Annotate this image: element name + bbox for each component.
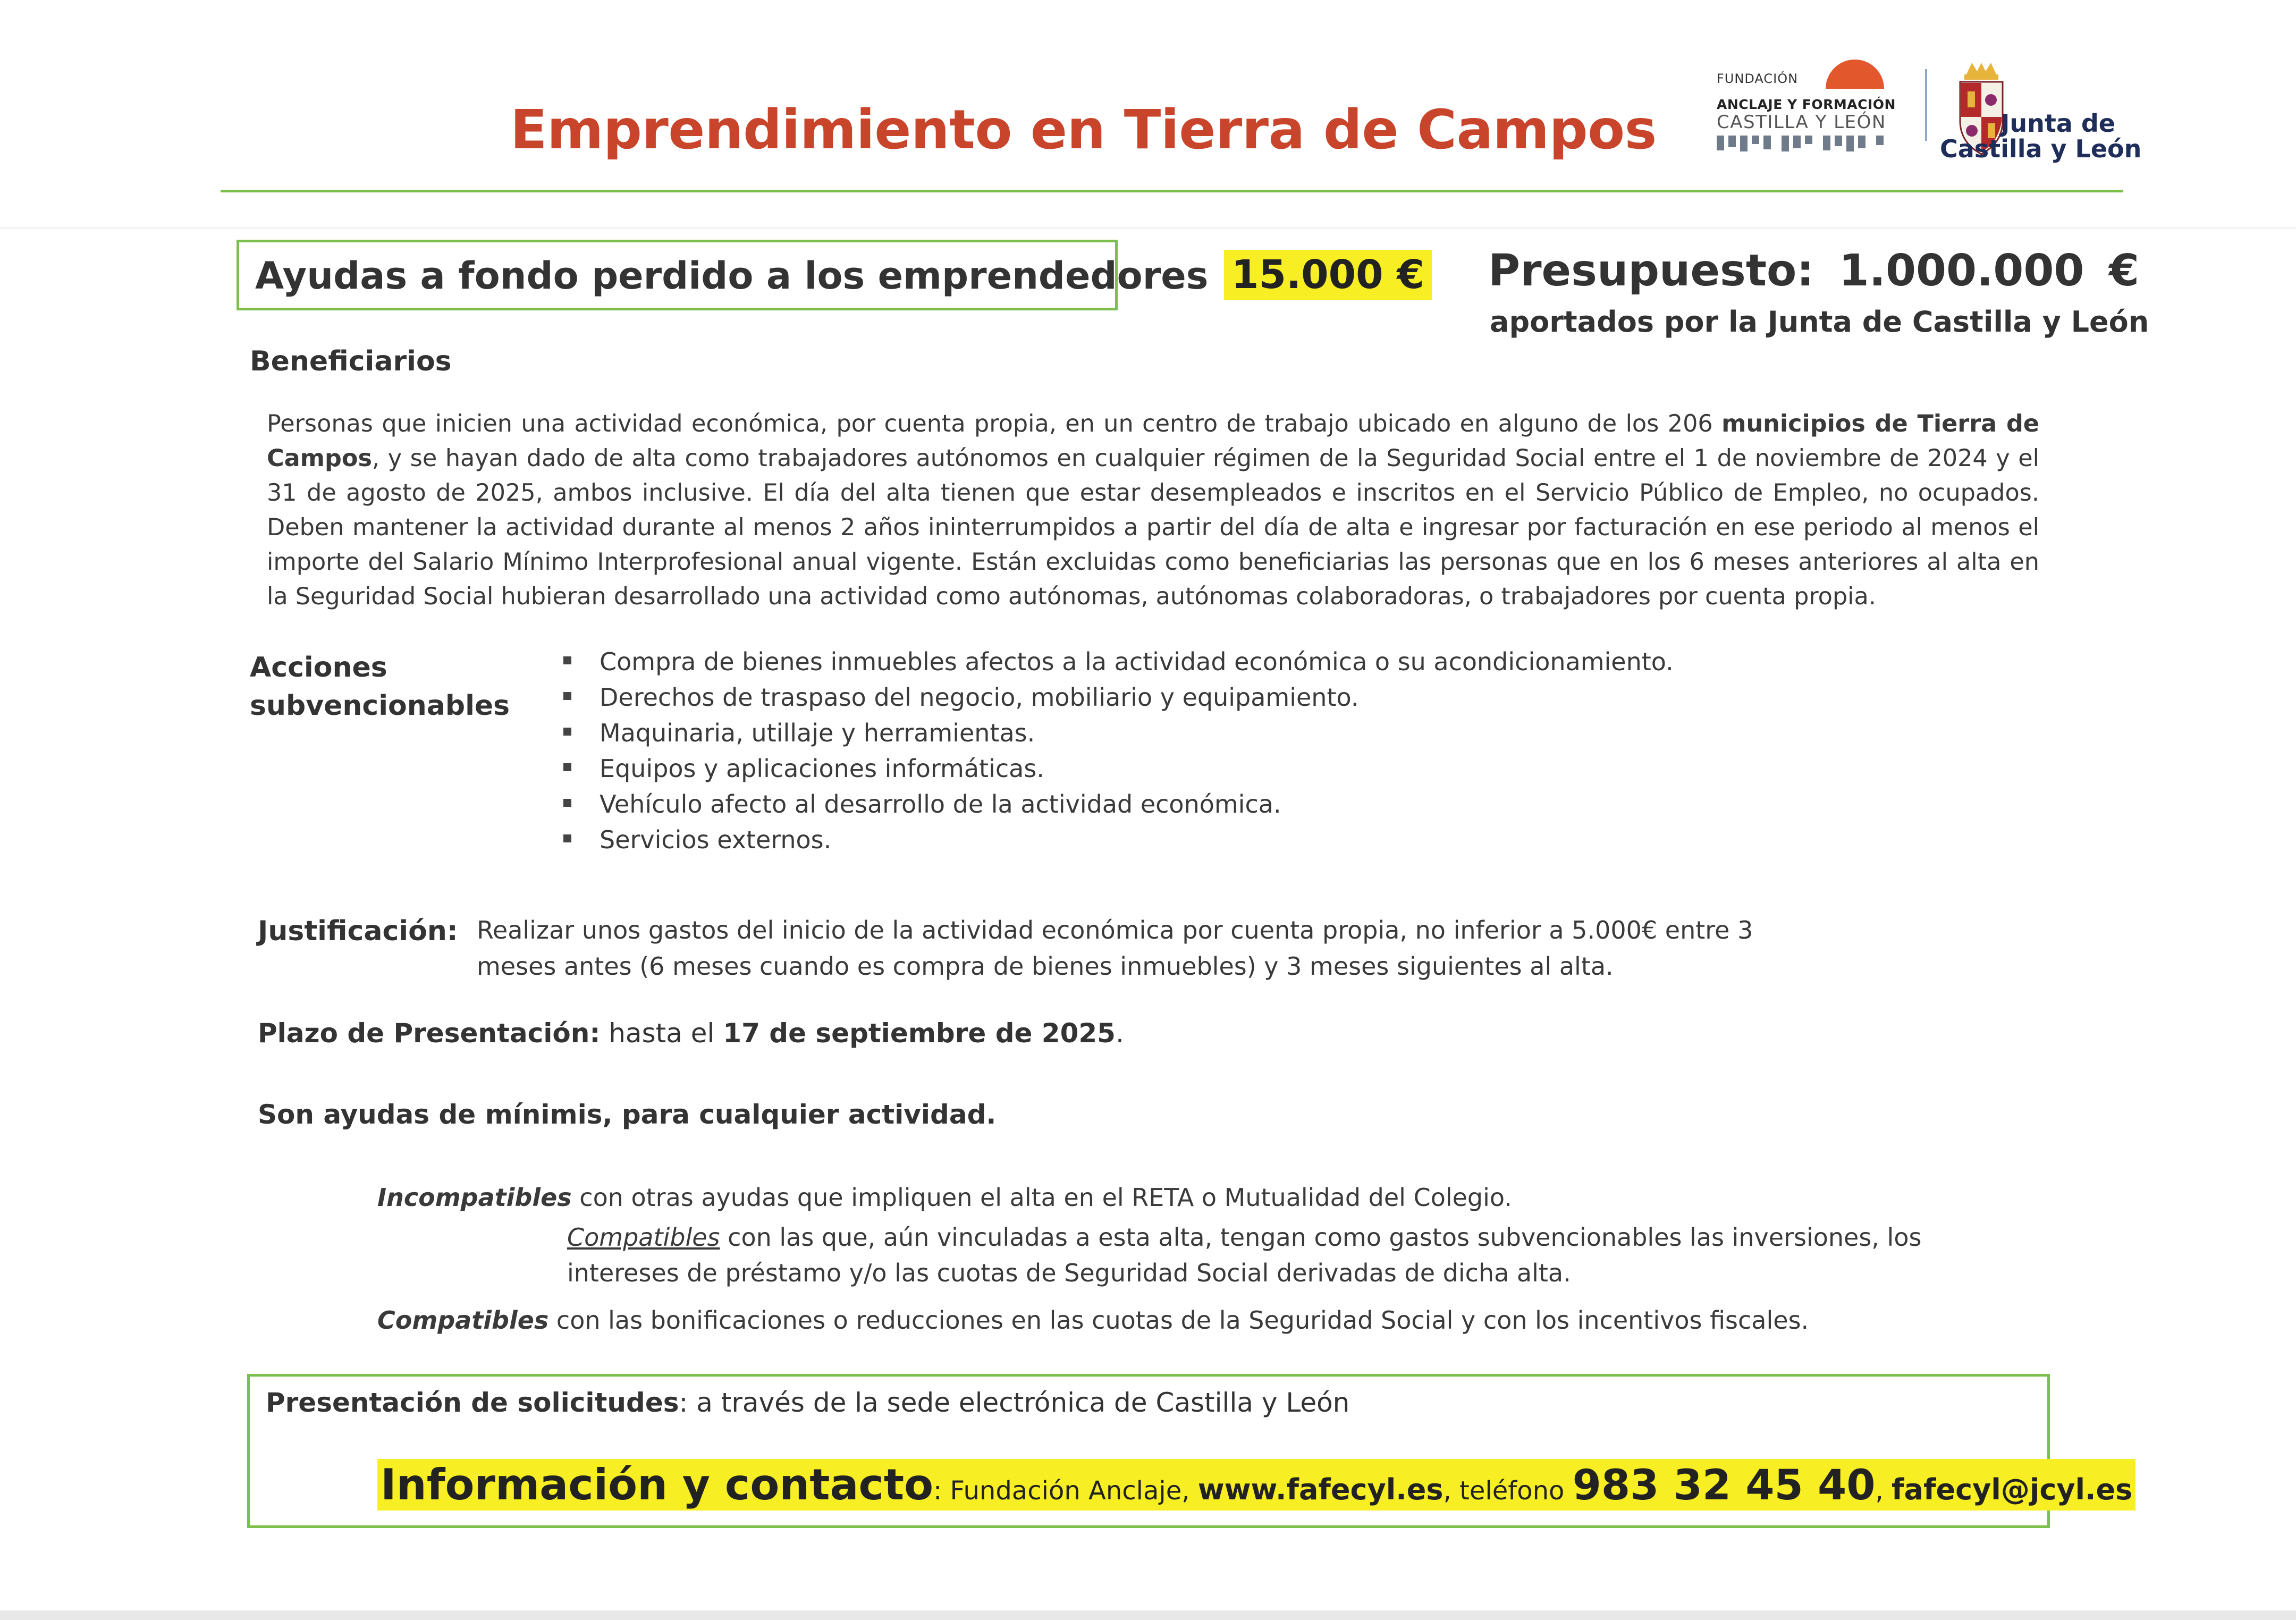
- presupuesto: [1488, 246, 2139, 296]
- junta-logo-line2: Castilla y León: [1940, 134, 2142, 164]
- plazo-end: .: [1115, 1018, 1124, 1049]
- contacto-tel-label: , teléfono: [1443, 1476, 1573, 1506]
- acciones-label-2: subvencionables: [250, 690, 510, 722]
- minimis-line: Son ayudas de mínimis, para cualquier actividad.: [258, 1099, 997, 1130]
- incompatibles-line: [377, 1180, 1512, 1216]
- ayuda-amount: 15.000 €: [1224, 250, 1432, 300]
- scan-bottom-edge: [0, 1610, 2296, 1620]
- justificacion-text: Realizar unos gastos del inicio de la actividad económica por cuenta propia, no inferior a 5.000€ entre 3 meses antes (6 meses cuando es compra de bienes inmuebles) y 3 meses siguientes al alta.: [477, 916, 1753, 981]
- beneficiarios-text-1: Personas que inicien una actividad económica, por cuenta propia, en un centro de trabajo ubicado en alguno de los 206: [267, 410, 1722, 437]
- beneficiarios-label: Beneficiarios: [250, 345, 452, 377]
- header-divider: [221, 190, 2123, 192]
- junta-logo-line1: Junta de: [2000, 109, 2115, 138]
- compatibles-text-2: intereses de préstamo y/o las cuotas de Seguridad Social derivadas de dicha alta.: [567, 1259, 1571, 1287]
- aportados-text: aportados por la Junta de Castilla y León: [1490, 305, 2149, 339]
- acciones-list: [563, 644, 1674, 858]
- fundacion-logo-line3: CASTILLA Y LEÓN: [1717, 112, 1886, 133]
- compatibles-word: Compatibles: [567, 1223, 720, 1252]
- contacto-line: [377, 1459, 2135, 1511]
- list-item: [563, 680, 1674, 715]
- contacto-phone: 983 32 45 40: [1572, 1462, 1876, 1509]
- plazo-date: 17 de septiembre de 2025: [723, 1018, 1116, 1049]
- contacto-text: : Fundación Anclaje,: [933, 1476, 1198, 1506]
- fundacion-anclaje-logo: [1717, 60, 1897, 166]
- list-item: [563, 751, 1674, 787]
- compatibles-word-2: Compatibles: [377, 1306, 549, 1335]
- beneficiarios-text: [267, 407, 2039, 614]
- acciones-label-1: Acciones: [250, 652, 387, 684]
- list-item-text: Compra de bienes inmuebles afectos a la actividad económica o su acondicionamiento.: [600, 647, 1674, 676]
- contacto-email-link[interactable]: fafecyl@jcyl.es: [1892, 1473, 2133, 1506]
- contacto-web-link[interactable]: www.fafecyl.es: [1197, 1473, 1444, 1506]
- presentacion-text: : a través de la sede electrónica de Castilla y León: [679, 1387, 1350, 1418]
- plazo-text: hasta el: [600, 1018, 723, 1049]
- ayudas-title-box: [237, 240, 1209, 310]
- justificacion-label: Justificación:: [258, 915, 458, 947]
- fundacion-logo-line1: FUNDACIÓN: [1717, 71, 1799, 86]
- contacto-label: Información y contacto: [381, 1460, 934, 1509]
- beneficiarios-text-2: , y se hayan dado de alta como trabajadores autónomos en cualquier régimen de la Seguridad Social entre el 1 de noviembre de 2024 y el 31 de agosto de 2025, ambos inclusive. El día del alta tienen que estar desempleados e inscritos en el Servicio Público de Empleo, no ocupados. Deben mantener la actividad durante al menos 2 años ininterrumpidos a partir del día de alta e ingresar por facturación en ese periodo al menos el importe del Salario Mínimo Interprofesional anual vigente. Están excluidas como beneficiarias las personas que en los 6 meses anteriores al alta en la Seguridad Social hubieran desarrollado una actividad como autónomas, autónomas colaboradoras, o trabajadores por cuenta propia.: [267, 445, 2039, 610]
- bullet-icon: [563, 834, 571, 842]
- bullet-icon: [563, 763, 571, 771]
- junta-castilla-leon-logo: [1940, 58, 2142, 170]
- list-item-text: Derechos de traspaso del negocio, mobiliario y equipamiento.: [600, 683, 1359, 712]
- bullet-icon: [563, 692, 571, 700]
- junta-logo-text: [1940, 109, 2142, 164]
- incompatibles-word: Incompatibles: [377, 1183, 572, 1212]
- bars-icon: [1717, 133, 1897, 154]
- list-item-text: Maquinaria, utillaje y herramientas.: [600, 719, 1035, 747]
- acciones-label: [250, 648, 510, 725]
- list-item-text: Equipos y aplicaciones informáticas.: [600, 754, 1044, 783]
- fundacion-logo-line2: ANCLAJE Y FORMACIÓN: [1717, 97, 1896, 112]
- bullet-icon: [563, 656, 571, 664]
- presentacion-line: [266, 1387, 1349, 1418]
- presentacion-box: [247, 1374, 2133, 1528]
- compatibles-text-1: con las que, aún vinculadas a esta alta, tengan como gastos subvencionables las inversiones, los: [720, 1223, 1922, 1252]
- logo-separator: [1925, 69, 1927, 141]
- plazo-label: Plazo de Presentación:: [258, 1018, 601, 1049]
- presentacion-label: Presentación de solicitudes: [266, 1387, 679, 1418]
- presupuesto-label: Presupuesto:: [1488, 246, 1814, 296]
- contacto-sep: ,: [1875, 1476, 1892, 1506]
- bullet-icon: [563, 728, 571, 736]
- bullet-icon: [563, 799, 571, 807]
- list-item: [563, 644, 1674, 680]
- list-item-text: Servicios externos.: [600, 825, 832, 854]
- ayudas-title: Ayudas a fondo perdido a los emprendedores: [255, 254, 1209, 298]
- presupuesto-value: 1.000.000: [1838, 246, 2084, 296]
- list-item-text: Vehículo afecto al desarrollo de la actividad económica.: [600, 790, 1281, 819]
- list-item: [563, 822, 1674, 858]
- scan-fold-line: [0, 227, 2296, 229]
- presupuesto-currency: €: [2109, 246, 2140, 296]
- plazo-line: [258, 1018, 1124, 1049]
- compatibles-text-3: con las bonificaciones o reducciones en las cuotas de la Seguridad Social y con los incentivos fiscales.: [548, 1306, 1809, 1335]
- compatibles-line-1: [567, 1220, 1921, 1291]
- sun-icon: [1826, 60, 1884, 89]
- compatibles-line-2: [377, 1303, 1809, 1338]
- list-item: [563, 715, 1674, 751]
- list-item: [563, 787, 1674, 822]
- beneficiarios-bold: municipios de Tierra de Campos: [267, 410, 2039, 472]
- page-title: Emprendimiento en Tierra de Campos: [510, 98, 1657, 162]
- incompatibles-text: con otras ayudas que impliquen el alta en el RETA o Mutualidad del Colegio.: [571, 1183, 1512, 1212]
